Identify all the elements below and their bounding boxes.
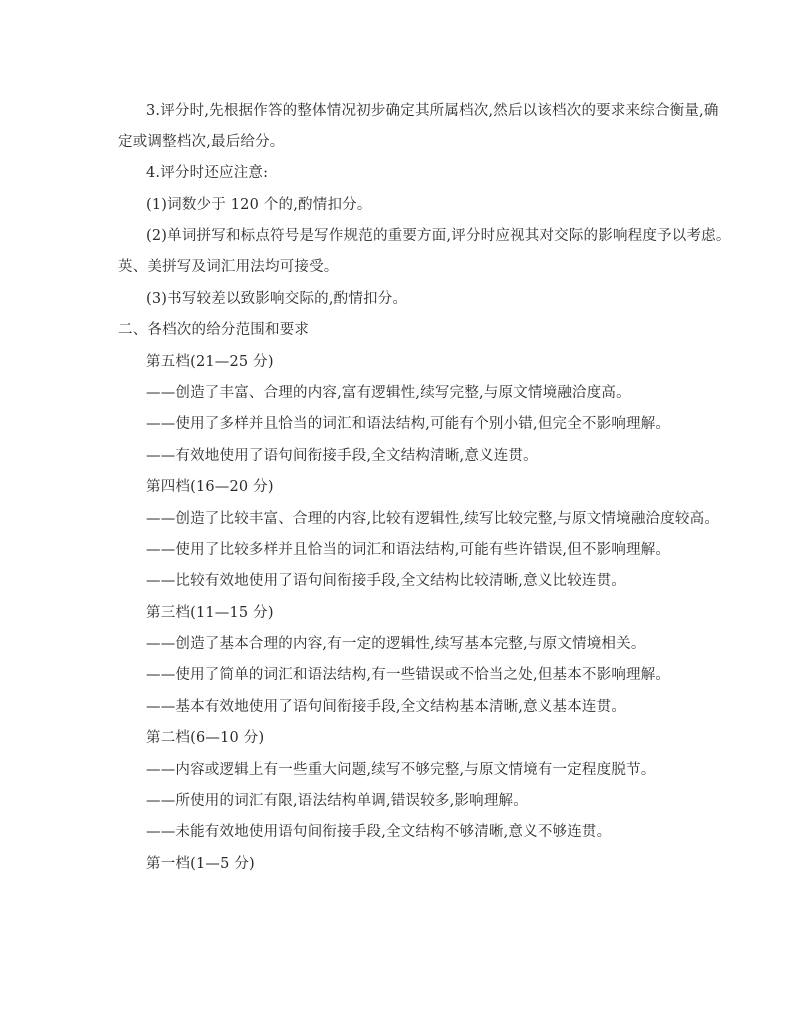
level-3-criterion-1: ——创造了基本合理的内容,有一定的逻辑性,续写基本完整,与原文情境相关。: [146, 636, 646, 652]
level-2-criterion-3: ——未能有效地使用语句间衔接手段,全文结构不够清晰,意义不够连贯。: [146, 824, 612, 840]
rule-3-text-line-2: 定或调整档次,最后给分。: [118, 134, 285, 150]
rule-4-item-2-line-1: (2)单词拼写和标点符号是写作规范的重要方面,评分时应视其对交际的影响程度予以考虑。: [146, 228, 731, 244]
level-1-heading: 第一档(1—5 分): [146, 856, 255, 872]
level-3-heading: 第三档(11—15 分): [146, 605, 274, 621]
rule-4-item-1: (1)词数少于 120 个的,酌情扣分。: [146, 197, 372, 213]
rule-4-heading: 4.评分时还应注意:: [146, 165, 269, 181]
level-4-criterion-1: ——创造了比较丰富、合理的内容,比较有逻辑性,续写比较完整,与原文情境融洽度较高。: [146, 511, 720, 527]
rule-4-item-2-line-2: 英、美拼写及词汇用法均可接受。: [118, 259, 339, 275]
section-heading: 二、各档次的给分范围和要求: [118, 322, 310, 338]
level-2-criterion-2: ——所使用的词汇有限,语法结构单调,错误较多,影响理解。: [146, 793, 528, 809]
level-4-heading: 第四档(16—20 分): [146, 479, 274, 495]
rule-3-text-line-1: 3.评分时,先根据作答的整体情况初步确定其所属档次,然后以该档次的要求来综合衡量,确: [146, 103, 719, 119]
level-3-criterion-2: ——使用了简单的词汇和语法结构,有一些错误或不恰当之处,但基本不影响理解。: [146, 667, 671, 683]
level-2-heading: 第二档(6—10 分): [146, 730, 265, 746]
level-4-criterion-3: ——比较有效地使用了语句间衔接手段,全文结构比较清晰,意义比较连贯。: [146, 573, 627, 589]
level-5-heading: 第五档(21—25 分): [146, 354, 274, 370]
level-3-criterion-3: ——基本有效地使用了语句间衔接手段,全文结构基本清晰,意义基本连贯。: [146, 699, 627, 715]
level-5-criterion-2: ——使用了多样并且恰当的词汇和语法结构,可能有个别小错,但完全不影响理解。: [146, 416, 671, 432]
level-4-criterion-2: ——使用了比较多样并且恰当的词汇和语法结构,可能有些许错误,但不影响理解。: [146, 542, 671, 558]
level-2-criterion-1: ——内容或逻辑上有一些重大问题,续写不够完整,与原文情境有一定程度脱节。: [146, 762, 656, 778]
level-5-criterion-3: ——有效地使用了语句间衔接手段,全文结构清晰,意义连贯。: [146, 448, 538, 464]
rule-4-item-3: (3)书写较差以致影响交际的,酌情扣分。: [146, 291, 408, 307]
level-5-criterion-1: ——创造了丰富、合理的内容,富有逻辑性,续写完整,与原文情境融洽度高。: [146, 385, 631, 401]
